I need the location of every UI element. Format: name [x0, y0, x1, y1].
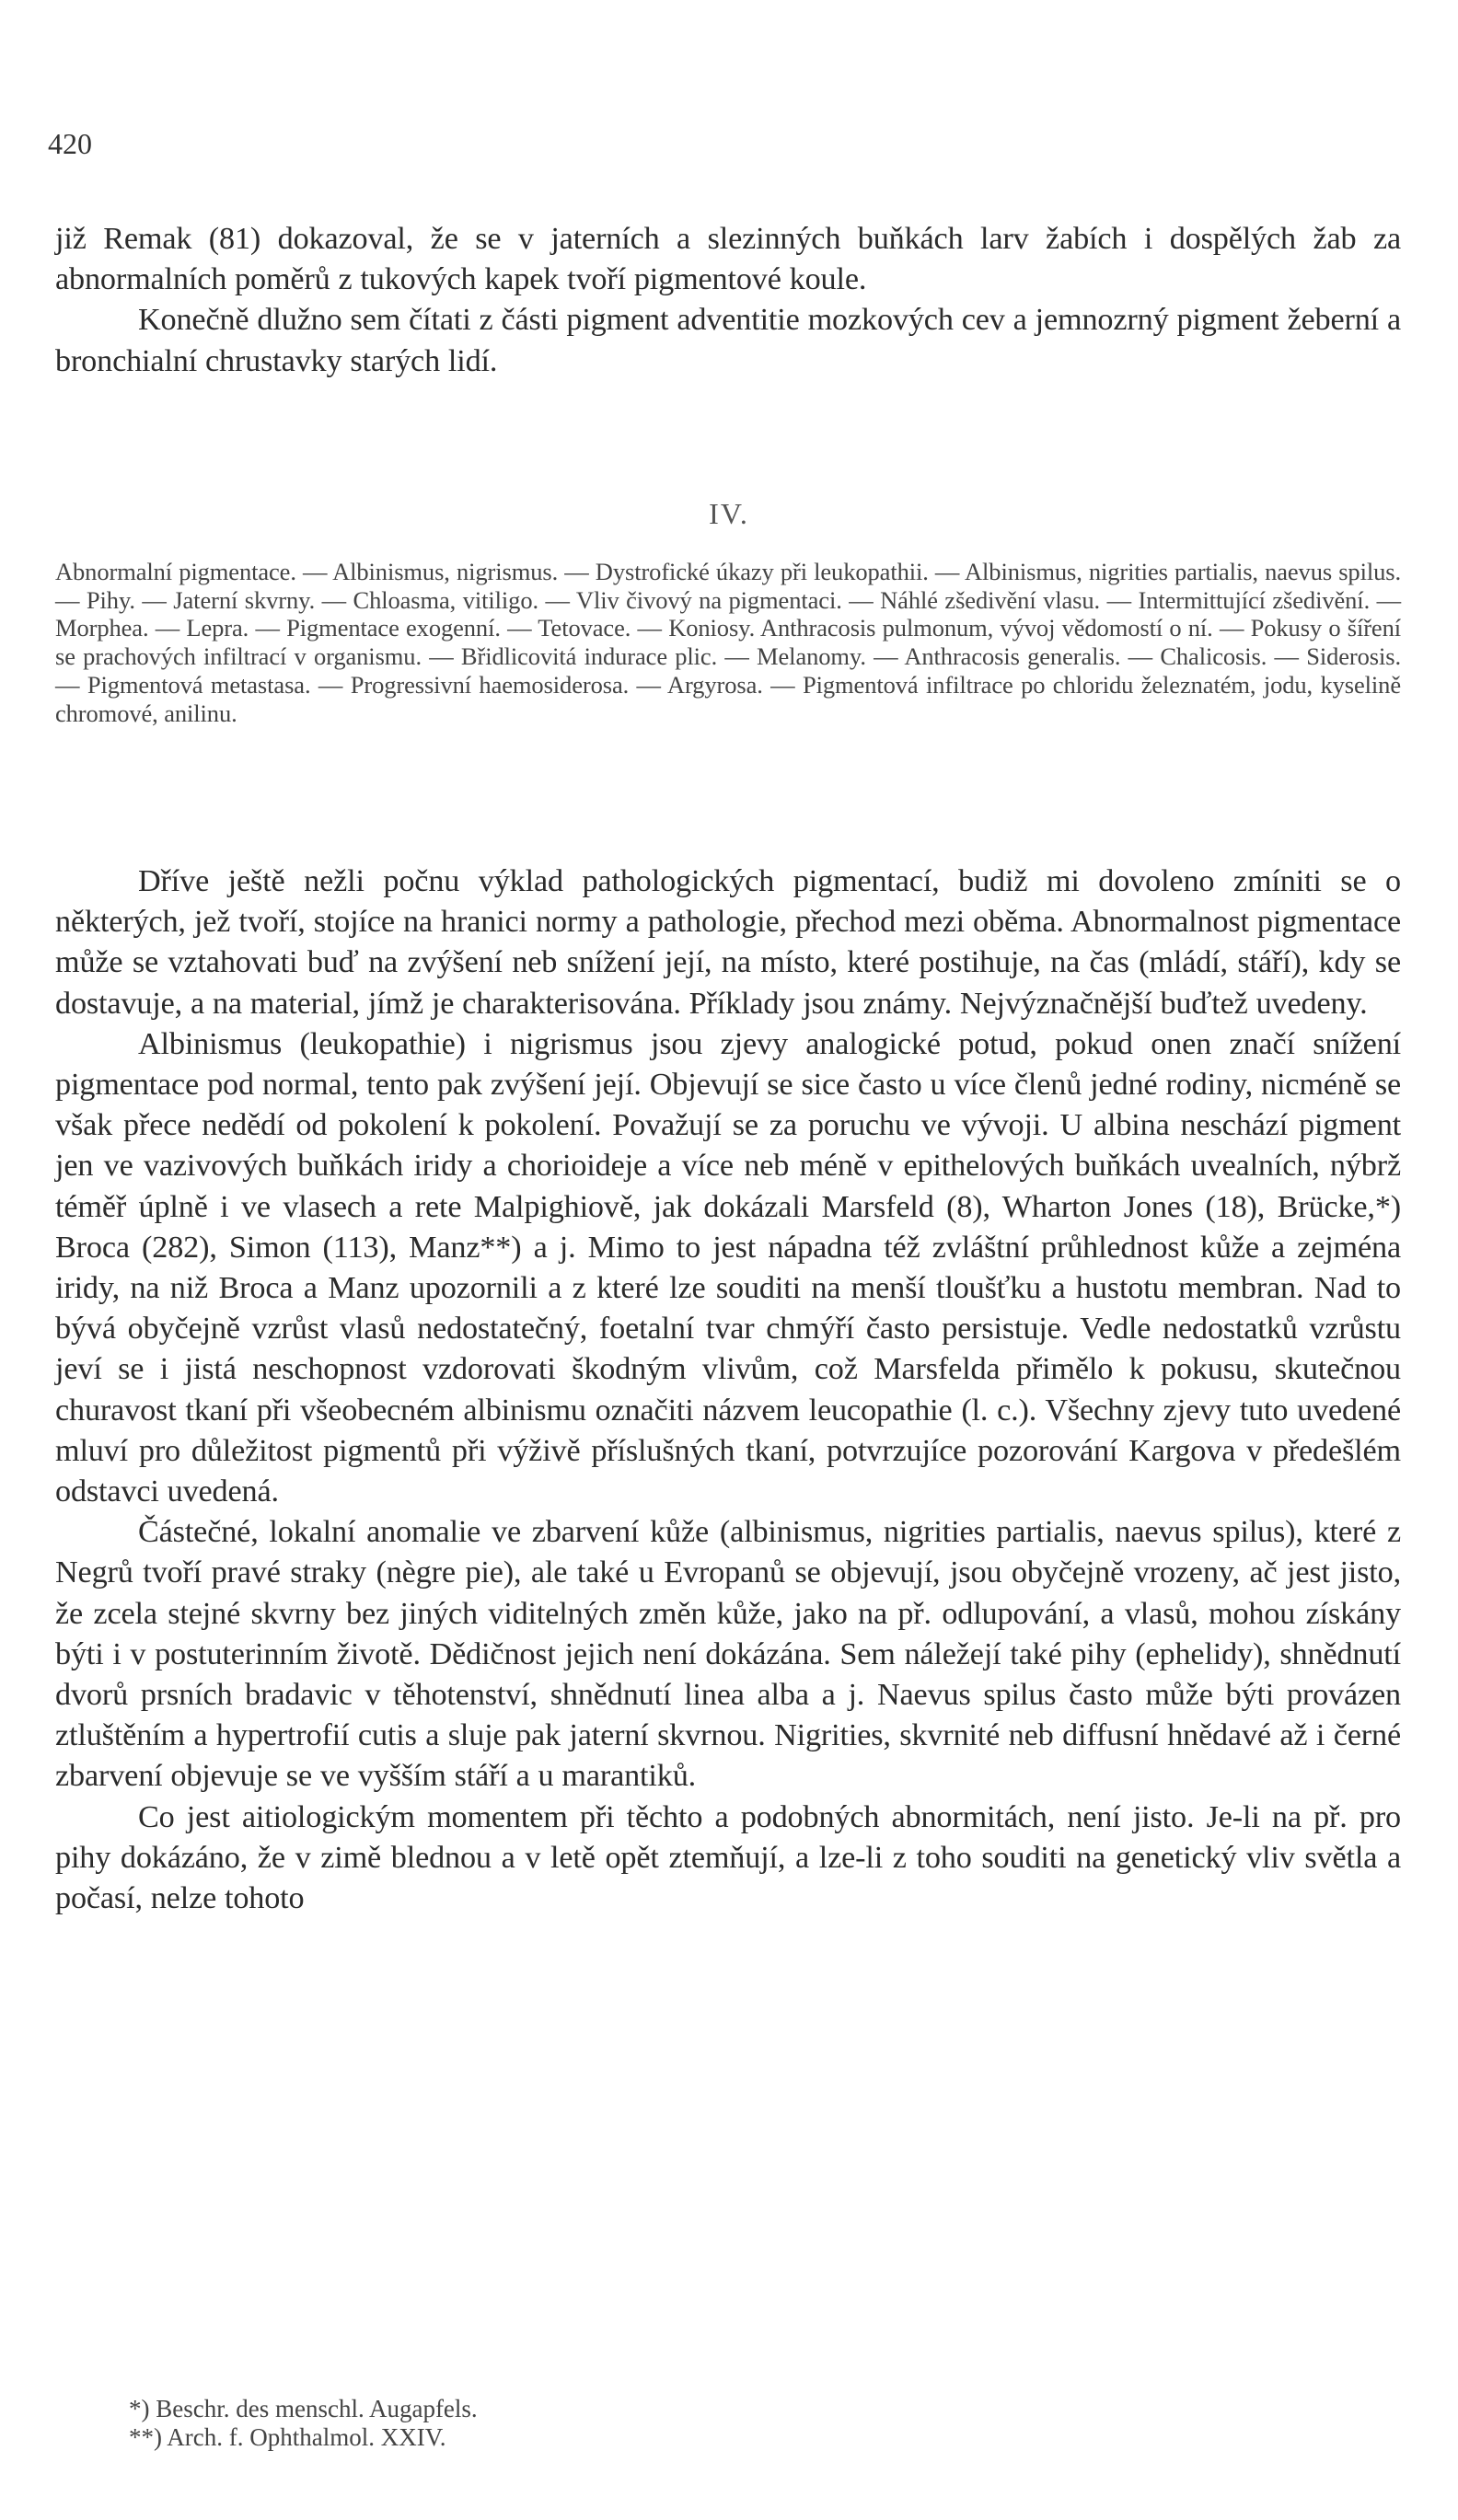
section-number: IV.	[709, 497, 749, 530]
intro-paragraph-1: již Remak (81) dokazoval, že se v jaterních a slezinných buňkách larv žabích i dospělých žab za abnormalních poměrů z tukových kapek tvoří pigmentové koule.	[55, 222, 1401, 297]
body-paragraph-1: Dříve ještě nežli počnu výklad pathologických pigmentací, budiž mi dovoleno zmíniti se o některých, jež tvoří, stojíce na hranici normy a pathologie, přechod mezi oběma. Abnormalnost pigmentace může se vztahovati buď na zvýšení neb snížení její, na místo, které postihuje, na čas (mládí, stáří), kdy se dostavuje, a na material, jímž je charakterisována. Příklady jsou známy. Nejvýznačnější buďtež uvedeny.	[55, 864, 1401, 1021]
section-summary: Abnormalní pigmentace. — Albinismus, nigrismus. — Dystrofické úkazy při leukopathii. — Albinismus, nigrities partialis, naevus spilus. — Pihy. — Jaterní skvrny. — Chloasma, vitiligo. — Vliv čivový na pigmentaci. — Náhlé zšedivění vlasu. — Intermittující zšedivění. — Morphea. — Lepra. — Pigmentace exogenní. — Tetovace. — Koniosy. Anthracosis pulmonum, vývoj vědomostí o ní. — Pokusy o šíření se prachových infiltrací v organismu. — Břidlicovitá indurace plic. — Melanomy. — Anthracosis generalis. — Chalicosis. — Siderosis. — Pigmentová metastasa. — Progressivní haemosiderosa. — Argyrosa. — Pigmentová infiltrace po chloridu železnatém, jodu, kyselině chromové, anilinu.	[55, 558, 1401, 727]
section-summary-block	[55, 558, 1401, 727]
intro-paragraph-2: Konečně dlužno sem čítati z části pigment adventitie mozkových cev a jemnozrný pigment žeberní a bronchialní chrustavky starých lidí.	[55, 303, 1401, 378]
page-number: 420	[48, 127, 92, 160]
body-paragraph-4: Co jest aitiologickým momentem při těchto a podobných abnormitách, není jisto. Je-li na př. pro pihy dokázáno, že v zimě blednou a v letě opět ztemňují, a lze-li z toho souditi na genetický vliv světla a počasí, nelze tohoto	[55, 1799, 1401, 1916]
body-text	[55, 861, 1401, 1919]
footnote-1: *) Beschr. des menschl. Augapfels.	[129, 2395, 478, 2422]
footnotes	[129, 2395, 1325, 2451]
body-paragraph-3: Částečné, lokalní anomalie ve zbarvení kůže (albinismus, nigrities partialis, naevus spilus), které z Negrů tvoří pravé straky (nègre pie), ale také u Evropanů se objevují, jsou obyčejně vrozeny, ač jest jisto, že zcela stejné skvrny bez jiných viditelných změn kůže, jako na př. odlupování, a vlasů, mohou získány býti i v postuterinním životě. Dědičnost jejich není dokázána. Sem náležejí také pihy (ephelidy), shnědnutí dvorů prsních bradavic v těhotenství, shnědnutí linea alba a j. Naevus spilus často může býti provázen ztluštěním a hypertrofií cutis a sluje pak jaterní skvrnou. Nigrities, skvrnité neb diffusní hnědavé až i černé zbarvení objevuje se ve vyšším stáří a u marantiků.	[55, 1515, 1401, 1794]
footnote-2: **) Arch. f. Ophthalmol. XXIV.	[129, 2422, 446, 2451]
intro-text	[55, 219, 1401, 382]
body-paragraph-2: Albinismus (leukopathie) i nigrismus jsou zjevy analogické potud, pokud onen značí snížení pigmentace pod normal, tento pak zvýšení její. Objevují se sice často u více členů jedné rodiny, nicméně se však přece nedědí od pokolení k pokolení. Považují se za poruchu ve vývoji. U albina neschází pigment jen ve vazivových buňkách iridy a chorioideje a více neb méně v epithelových buňkách uvealních, nýbrž téměř úplně i ve vlasech a rete Malpighiově, jak dokázali Marsfeld (8), Wharton Jones (18), Brücke,*) Broca (282), Simon (113), Manz**) a j. Mimo to jest nápadna též zvláštní průhlednost kůže a zejména iridy, na niž Broca a Manz upozornili a z které lze souditi na menší tloušťku a hustotu membran. Nad to bývá obyčejně vzrůst vlasů nedostatečný, foetalní tvar chmýří často persistuje. Vedle nedostatků vzrůstu jeví se i jistá neschopnost vzdorovati škodným vlivům, což Marsfelda přimělo k pokusu, skutečnou churavost tkaní při všeobecném albinismu označiti názvem leucopathie (l. c.). Všechny zjevy tuto uvedené mluví pro důležitost pigmentů při výživě příslušných tkaní, potvrzujíce pozorování Kargova v předešlém odstavci uvedená.	[55, 1026, 1401, 1509]
